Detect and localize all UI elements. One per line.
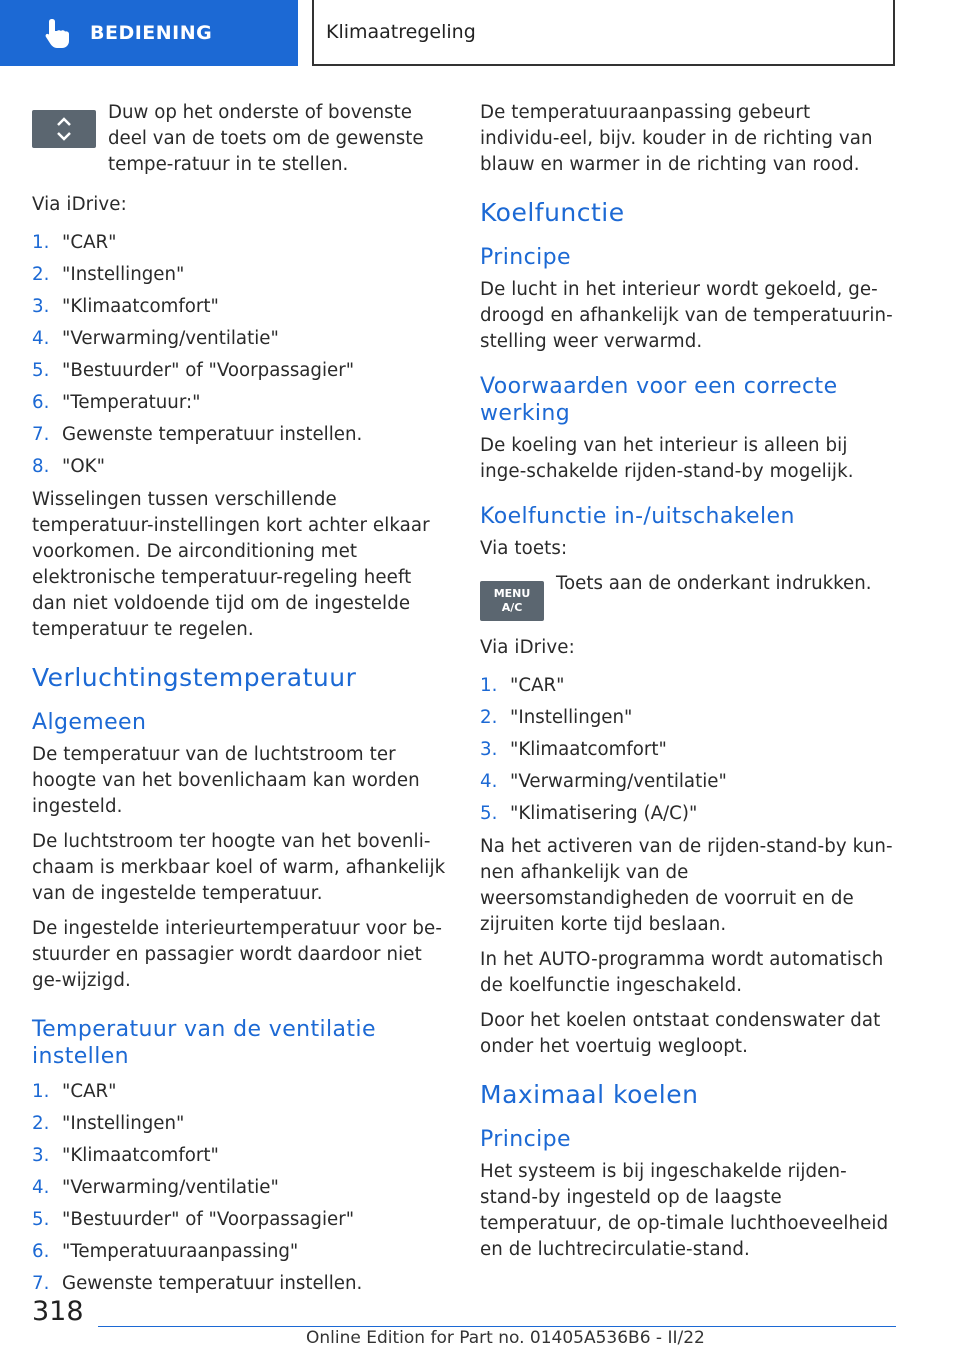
- list-item: 6. "Temperatuuraanpassing": [32, 1241, 299, 1262]
- list-item: 6. "Temperatuur:": [32, 392, 201, 413]
- list-item: 4. "Verwarming/ventilatie": [32, 328, 279, 349]
- paragraph: De luchtstroom ter hoogte van het bovenli-chaam is merkbaar koel of warm, afhankelijk van de ingestelde temperatuur.: [32, 831, 446, 904]
- menu-ac-button-icon: MENU A/C: [480, 581, 544, 621]
- list-item: 3. "Klimaatcomfort": [32, 296, 219, 317]
- list-item: 1. "CAR": [32, 232, 117, 253]
- steps-list-1: [32, 227, 447, 483]
- paragraph: De temperatuuraanpassing gebeurt individu-eel, bijv. kouder in de richting van blauw en warmer in de richting van rood.: [480, 102, 873, 175]
- list-item: 2. "Instellingen": [32, 264, 185, 285]
- paragraph: Na het activeren van de rijden-stand-by kun-nen afhankelijk van de weersomstandigheden de voorruit en de zijruiten korte tijd beslaan.: [480, 836, 893, 935]
- edition-text: Online Edition for Part no. 01405A536B6 - II/22: [306, 1328, 705, 1348]
- temperature-up-down-icon: [32, 110, 96, 148]
- list-item: 4. "Verwarming/ventilatie": [32, 1177, 279, 1198]
- chapter-title: Klimaatregeling: [326, 21, 476, 43]
- heading-temp-ventilatie: Temperatuur van de ventilatie instellen: [32, 1017, 376, 1069]
- section-tab: [0, 0, 298, 66]
- paragraph: Door het koelen ontstaat condenswater dat onder het voertuig wegloopt.: [480, 1010, 881, 1057]
- heading-principe: Principe: [480, 245, 571, 270]
- temp-button-text: Duw op het onderste of bovenste deel van de toets om de gewenste tempe-ratuur in te stellen.: [108, 102, 424, 175]
- heading-principe: Principe: [480, 1127, 571, 1152]
- heading-voorwaarden: Voorwaarden voor een correcte werking: [480, 374, 838, 426]
- list-item: 7. Gewenste temperatuur instellen.: [32, 1273, 363, 1294]
- left-column: [32, 100, 447, 1304]
- steps-list-3: [480, 670, 895, 830]
- paragraph: De koeling van het interieur is alleen bij inge-schakelde rijden-stand-by mogelijk.: [480, 435, 854, 482]
- paragraph: De ingestelde interieurtemperatuur voor be-stuurder en passagier wordt daardoor niet ge-wijzigd.: [32, 918, 442, 991]
- menu-button-text: Toets aan de onderkant indrukken.: [556, 573, 872, 594]
- heading-koelfunctie: Koelfunctie: [480, 198, 625, 227]
- heading-maximaal-koelen: Maximaal koelen: [480, 1080, 699, 1109]
- list-item: 2. "Instellingen": [480, 707, 633, 728]
- heading-verluchting: Verluchtingstemperatuur: [32, 663, 357, 692]
- steps-list-2: [32, 1076, 447, 1300]
- paragraph: De temperatuur van de luchtstroom ter hoogte van het bovenlichaam kan worden ingesteld.: [32, 744, 420, 817]
- list-item: 1. "CAR": [480, 675, 565, 696]
- temp-button-row: [32, 100, 447, 178]
- footer-divider: [98, 1326, 896, 1327]
- list-item: 4. "Verwarming/ventilatie": [480, 771, 727, 792]
- right-column: [480, 100, 895, 1272]
- heading-in-uitschakelen: Koelfunctie in-/uitschakelen: [480, 504, 795, 529]
- chapter-header: [312, 0, 895, 66]
- list-item: 3. "Klimaatcomfort": [480, 739, 667, 760]
- paragraph: Het systeem is bij ingeschakelde rijden-stand-by ingesteld op de laagste temperatuur, de op-timale luchthoeveelheid en de luchtrecirculatie-stand.: [480, 1161, 889, 1260]
- page-number: 318: [32, 1296, 84, 1327]
- menu-button-row: [480, 571, 895, 621]
- hand-pointer-icon: [34, 13, 82, 53]
- list-item: 5. "Bestuurder" of "Voorpassagier": [32, 1209, 355, 1230]
- list-item: 1. "CAR": [32, 1081, 117, 1102]
- via-idrive-label: Via iDrive:: [480, 637, 575, 658]
- list-item: 7. Gewenste temperatuur instellen.: [32, 424, 363, 445]
- list-item: 5. "Bestuurder" of "Voorpassagier": [32, 360, 355, 381]
- paragraph: De lucht in het interieur wordt gekoeld, ge-droogd en afhankelijk van de temperatuurin-stelling weer verwarmd.: [480, 279, 893, 352]
- list-item: 5. "Klimatisering (A/C)": [480, 803, 698, 824]
- via-toets-label: Via toets:: [480, 538, 568, 559]
- list-item: 8. "OK": [32, 456, 105, 477]
- heading-algemeen: Algemeen: [32, 710, 147, 735]
- list-item: 3. "Klimaatcomfort": [32, 1145, 219, 1166]
- section-label: BEDIENING: [90, 22, 213, 44]
- paragraph: In het AUTO-programma wordt automatisch de koelfunctie ingeschakeld.: [480, 949, 884, 996]
- paragraph: Wisselingen tussen verschillende temperatuur-instellingen kort achter elkaar voorkomen. De airconditioning met elektronische temperatuur-regeling heeft dan niet voldoende tijd om de ingestelde temperatuur te regelen.: [32, 489, 430, 640]
- list-item: 2. "Instellingen": [32, 1113, 185, 1134]
- via-idrive-label: Via iDrive:: [32, 194, 127, 215]
